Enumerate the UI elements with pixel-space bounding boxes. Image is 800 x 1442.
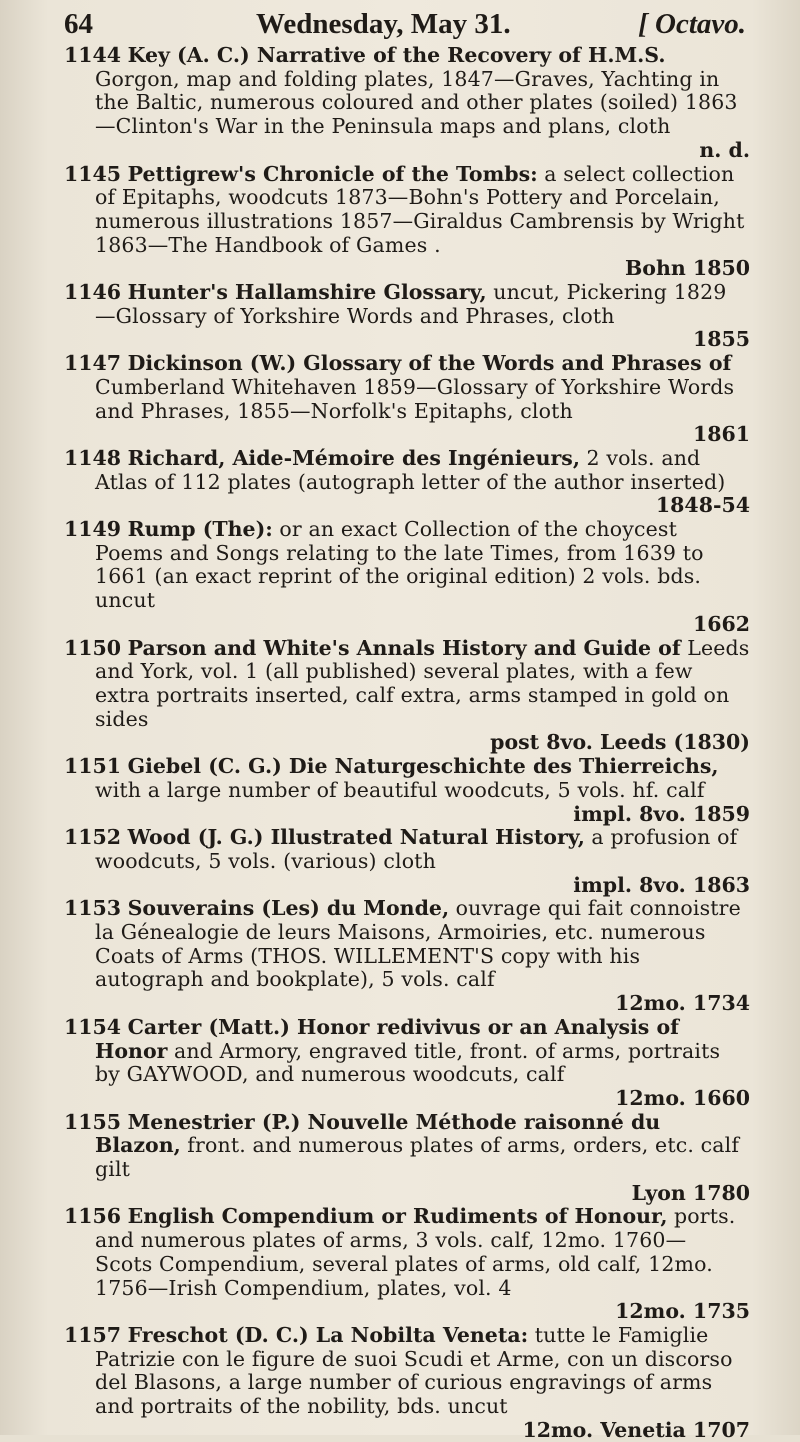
page-header xyxy=(64,8,746,48)
lot-entry xyxy=(64,755,750,826)
lot-entry xyxy=(64,44,750,163)
lot-number: 1147 xyxy=(64,351,122,376)
lot-heading: Rump (The): xyxy=(127,517,273,542)
lot-description: 2 vols. and Atlas of 112 plates (autograph letter of the author inserted) xyxy=(95,445,726,494)
lot-number: 1151 xyxy=(64,754,122,779)
lot-imprint: n. d. xyxy=(699,137,750,162)
lot-number: 1149 xyxy=(64,517,122,542)
lot-number: 1144 xyxy=(64,43,122,67)
lot-entry xyxy=(64,637,750,756)
lot-imprint: 12mo. 1660 xyxy=(615,1085,750,1110)
lot-description: with a large number of beautiful woodcuts, 5 vols. hf. calf xyxy=(95,777,705,802)
page-number: 64 xyxy=(64,8,93,40)
lot-number: 1155 xyxy=(64,1109,122,1134)
lot-entry xyxy=(64,1016,750,1111)
sale-date: Wednesday, May 31. xyxy=(256,8,511,40)
lot-number: 1157 xyxy=(64,1322,122,1347)
format-heading: [ Octavo. xyxy=(638,8,746,40)
lot-entry xyxy=(64,352,750,447)
lot-entry xyxy=(64,1324,750,1442)
lot-description: a profusion of woodcuts, 5 vols. (various) cloth xyxy=(95,825,738,873)
lot-description: Gorgon, map and folding plates, 1847—Graves, Yachting in the Baltic, numerous coloured and other plates (soiled) 1863—Clinton's War in the Peninsula maps and plans, cloth xyxy=(95,66,738,139)
lot-entry xyxy=(64,897,750,1016)
lot-description: front. and numerous plates of arms, orders, etc. calf gilt xyxy=(95,1133,740,1182)
lot-entry xyxy=(64,518,750,637)
lot-description: tutte le Famiglie Patrizie con le figure de suoi Scudi et Arme, con un discorso del Blasons, a large number of curious engravings of arms and portraits of the nobility, bds. uncut xyxy=(95,1322,733,1419)
lot-list xyxy=(64,44,750,1442)
lot-heading: Key (A. C.) Narrative of the Recovery of H.M.S. xyxy=(127,43,666,67)
lot-heading: Souverains (Les) du Monde, xyxy=(127,896,450,921)
lot-imprint: Lyon 1780 xyxy=(631,1180,750,1205)
lot-entry xyxy=(64,1205,750,1324)
lot-number: 1150 xyxy=(64,635,122,660)
lot-description: ouvrage qui fait connoistre la Génealogie de leurs Maisons, Armoiries, etc. numerous Coats of Arms (THOS. WILLEMENT'S copy with his autograph and bookplate), 5 vols. calf xyxy=(95,896,741,992)
lot-heading: Wood (J. G.) Illustrated Natural History, xyxy=(127,825,585,850)
lot-imprint: 12mo. 1735 xyxy=(615,1299,750,1324)
lot-heading: Richard, Aide-Mémoire des Ingénieurs, xyxy=(127,445,580,470)
lot-number: 1154 xyxy=(64,1014,122,1039)
lot-number: 1146 xyxy=(64,280,122,305)
lot-heading: Menestrier (P.) Nouvelle Méthode raisonné du Blazon, xyxy=(95,1109,661,1158)
lot-heading: Giebel (C. G.) Die Naturgeschichte des Thierreichs, xyxy=(127,754,719,779)
lot-description: or an exact Collection of the choycest Poems and Songs relating to the late Times, from 1639 to 1661 (an exact reprint of the original edition) 2 vols. bds. uncut xyxy=(95,517,704,613)
lot-imprint: post 8vo. Leeds (1830) xyxy=(490,730,750,755)
lot-number: 1156 xyxy=(64,1204,122,1229)
lot-entry xyxy=(64,1111,750,1206)
lot-description: and Armory, engraved title, front. of arms, portraits by GAYWOOD, and numerous woodcuts, calf xyxy=(95,1038,721,1087)
lot-imprint: Bohn 1850 xyxy=(624,256,750,281)
lot-description: ports. and numerous plates of arms, 3 vols. calf, 12mo. 1760— Scots Compendium, several plates of arms, old calf, 12mo. 1756—Irish Compendium, plates, vol. 4 xyxy=(95,1204,736,1300)
lot-entry xyxy=(64,826,750,897)
lot-heading: Dickinson (W.) Glossary of the Words and Phrases of xyxy=(127,351,732,376)
lot-imprint: 12mo. Venetia 1707 xyxy=(522,1417,750,1442)
lot-heading: Freschot (D. C.) La Nobilta Veneta: xyxy=(127,1322,529,1347)
lot-number: 1145 xyxy=(64,161,122,186)
lot-imprint: 1861 xyxy=(692,422,750,447)
lot-number: 1153 xyxy=(64,896,122,921)
lot-description: Leeds and York, vol. 1 (all published) several plates, with a few extra portraits inserted, calf extra, arms stamped in gold on sides xyxy=(95,635,750,731)
lot-description: Cumberland Whitehaven 1859—Glossary of Yorkshire Words and Phrases, 1855—Norfolk's Epitaphs, cloth xyxy=(95,374,735,423)
lot-number: 1148 xyxy=(64,445,122,470)
lot-imprint: 1848-54 xyxy=(655,493,750,518)
lot-description: a select collection of Epitaphs, woodcuts 1873—Bohn's Pottery and Porcelain, numerous illustrations 1857—Giraldus Cambrensis by Wright 1863—The Handbook of Games . xyxy=(95,161,745,257)
lot-heading: Pettigrew's Chronicle of the Tombs: xyxy=(127,161,538,186)
lot-number: 1152 xyxy=(64,825,122,850)
lot-imprint: 1662 xyxy=(692,611,750,636)
lot-imprint: impl. 8vo. 1863 xyxy=(573,872,750,897)
lot-entry xyxy=(64,163,750,282)
lot-heading: Parson and White's Annals History and Guide of xyxy=(127,635,681,660)
lot-heading: Hunter's Hallamshire Glossary, xyxy=(127,280,487,305)
lot-heading: Carter (Matt.) Honor redivivus or an Analysis of Honor xyxy=(95,1014,679,1063)
lot-imprint: 1855 xyxy=(692,327,750,352)
lot-entry xyxy=(64,447,750,518)
lot-description: uncut, Pickering 1829 —Glossary of Yorkshire Words and Phrases, cloth xyxy=(95,280,727,328)
lot-entry xyxy=(64,281,750,352)
lot-heading: English Compendium or Rudiments of Honour, xyxy=(127,1204,668,1229)
lot-imprint: impl. 8vo. 1859 xyxy=(573,801,750,826)
lot-imprint: 12mo. 1734 xyxy=(615,991,750,1016)
